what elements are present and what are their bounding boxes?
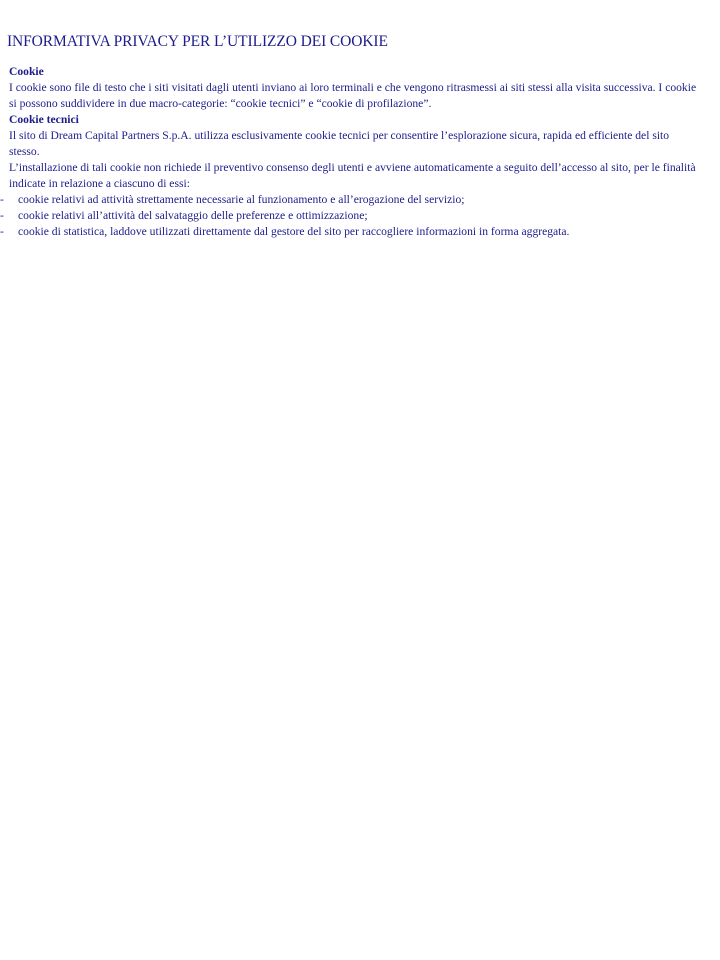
section-heading: Cookie tecnici — [9, 113, 79, 126]
list-item-text: cookie relativi ad attività strettamente necessarie al funzionamento e all’erogazione del servizio; — [18, 193, 465, 206]
cookie-types-list — [0, 192, 699, 240]
list-dash: - — [0, 225, 4, 238]
list-item-text: cookie di statistica, laddove utilizzati direttamente dal gestore del sito per raccogliere informazioni in forma aggregata. — [18, 225, 570, 238]
list-item — [0, 224, 699, 240]
list-dash: - — [0, 209, 4, 222]
list-dash: - — [0, 193, 4, 206]
list-item — [0, 208, 699, 224]
paragraph: Il sito di Dream Capital Partners S.p.A. utilizza esclusivamente cookie tecnici per consentire l’esplorazione sicura, rapida ed efficiente del sito stesso. — [9, 129, 670, 158]
page-title: INFORMATIVA PRIVACY PER L’UTILIZZO DEI COOKIE — [7, 33, 388, 50]
section-cookie-tecnici — [0, 112, 699, 240]
section-cookie — [9, 64, 699, 112]
list-item — [0, 192, 699, 208]
document-body — [0, 64, 699, 240]
list-item-text: cookie relativi all’attività del salvataggio delle preferenze e ottimizzazione; — [18, 209, 368, 222]
section-heading: Cookie — [9, 65, 44, 78]
paragraph: L’installazione di tali cookie non richiede il preventivo consenso degli utenti e avviene automaticamente a seguito dell’accesso al sito, per le finalità indicate in relazione a ciascuno di essi: — [9, 161, 696, 190]
paragraph: I cookie sono file di testo che i siti visitati dagli utenti inviano ai loro terminali e che vengono ritrasmessi ai siti stessi alla visita successiva. I cookie si possono suddividere in due macro-categorie: “cookie tecnici” e “cookie di profilazione”. — [9, 81, 697, 110]
